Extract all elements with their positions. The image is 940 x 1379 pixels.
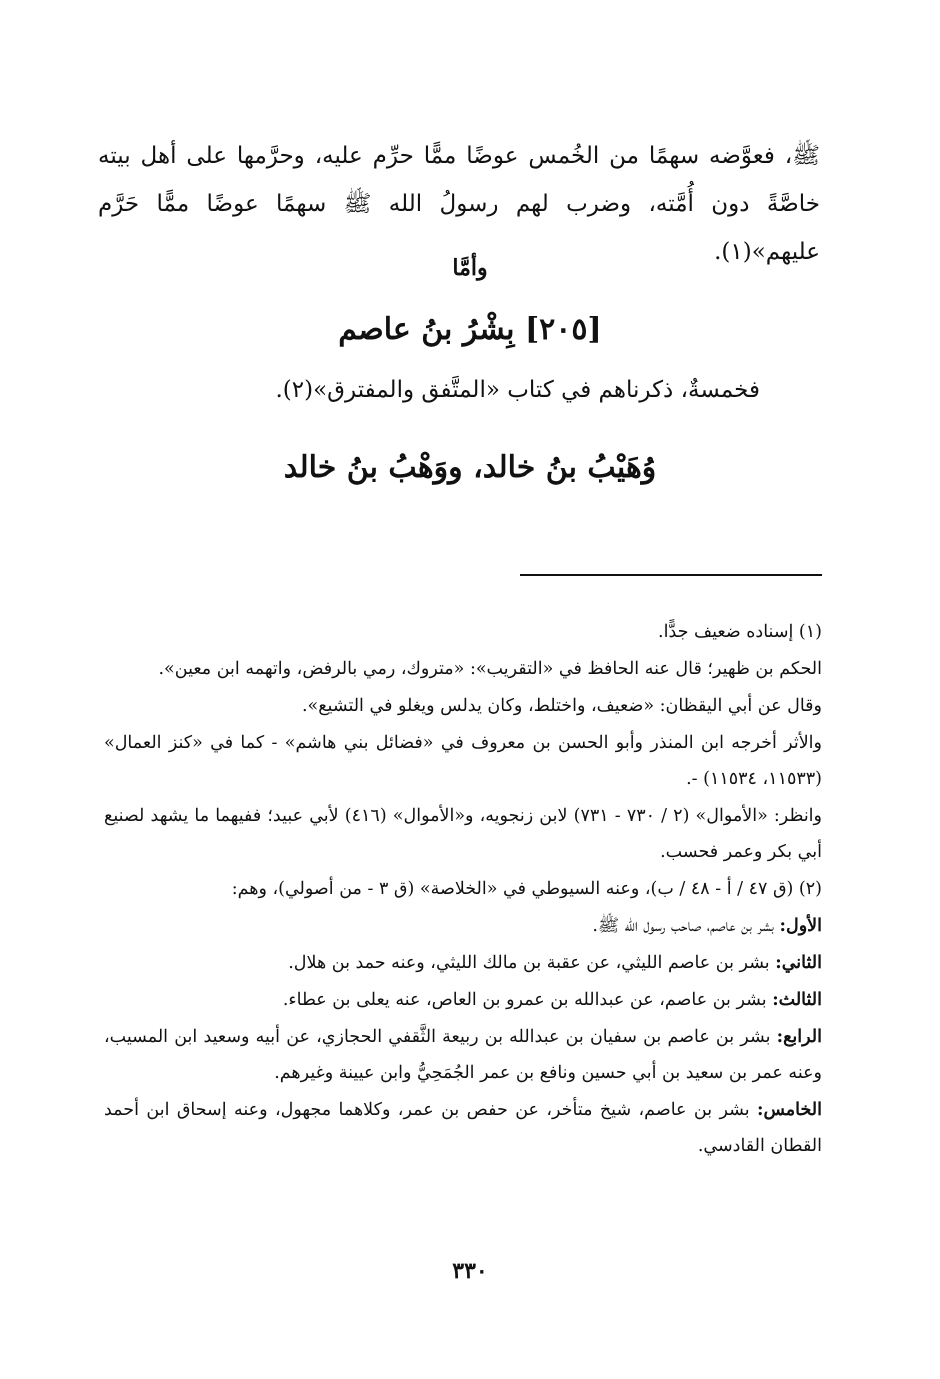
footnote-2-entry — [104, 1092, 822, 1164]
entry-intro: فخمسةٌ، ذكرناهم في كتاب «المتَّفق والمفترق»(٢). — [275, 377, 760, 403]
entry-text: بشر بن عاصم، عن عبدالله بن عمرو بن العاص، عنه يعلى بن عطاء. — [282, 990, 767, 1010]
footnotes — [104, 614, 822, 1165]
entry-heading-wuhaib: وُهَيْبُ بنُ خالد، ووَهْبُ بنُ خالد — [283, 450, 657, 485]
footnote-1-line: الحكم بن ظهير؛ قال عنه الحافظ في «التقريب»: «متروك، رمي بالرفض، واتهمه ابن معين». — [158, 659, 822, 679]
entry-text: بشر بن عاصم الليثي، عن عقبة بن مالك الليثي، وعنه حمد بن هلال. — [288, 953, 770, 973]
transition-word: وأمَّا — [452, 255, 488, 281]
entry-label: الأول: — [779, 916, 822, 936]
footnote-2-entry — [104, 1019, 822, 1091]
entry-label: الخامس: — [757, 1100, 822, 1120]
footnote-1-line: وقال عن أبي اليقظان: «ضعيف، واختلط، وكان يدلس ويغلو في التشيع». — [301, 696, 822, 716]
entry-text: بشر بن عاصم، شيخ متأخر، عن حفص بن عمر، وكلاهما مجهول، وعنه إسحاق ابن أحمد القطان القادسي. — [104, 1100, 822, 1156]
footnote-2-title: (٢) (ق ٤٧ / أ - ٤٨ / ب)، وعنه السيوطي في «الخلاصة» (ق ٣ - من أصولي)، وهم: — [231, 879, 822, 899]
footnote-2-entry — [104, 982, 822, 1018]
footnote-1-line: والأثر أخرجه ابن المنذر وأبو الحسن بن معروف في «فضائل بني هاشم» - كما في «كنز العمال» (١١٥٣٣، ١١٥٣٤) -. — [104, 733, 822, 789]
entry-text: بشر بن عاصم بن سفيان بن عبدالله بن ربيعة الثَّقفي الحجازي، عن أبيه وسعيد ابن المسيب، وعنه عمر بن سعيد بن أبي حسين ونافع بن عمر الجُمَحِيُّ وابن عيينة وغيرهم. — [104, 1027, 822, 1083]
footnote-1-title: (١) إسناده ضعيف جدًّا. — [658, 622, 822, 642]
footnote-1-line: وانظر: «الأموال» (٢ / ٧٣٠ - ٧٣١) لابن زنجويه، و«الأموال» (٤١٦) لأبي عبيد؛ ففيهما ما يشهد لصنيع أبي بكر وعمر فحسب. — [104, 806, 822, 862]
entry-label: الثالث: — [772, 990, 822, 1010]
entry-heading-bishr: [٢٠٥] بِشْرُ بنُ عاصم — [338, 312, 602, 347]
main-paragraph: ﷺ، فعوَّضه سهمًا من الخُمس عوضًا ممًّا حرِّم عليه، وحرَّمها على أهل بيته خاصَّةً دون أُمَّته، وضرب لهم رسولُ الله ﷺ سهمًا عوضًا ممًّا حَرَّم عليهم»(١). — [98, 143, 820, 265]
page-number: ٣٣٠ — [452, 1258, 488, 1284]
entry-label: الثاني: — [775, 953, 822, 973]
entry-label: الرابع: — [776, 1027, 822, 1047]
footnote-separator — [520, 574, 822, 576]
footnote-2-entry — [104, 908, 822, 944]
footnote-2-entry — [104, 945, 822, 981]
entry-text: بشر بن عاصم، صاحب رسول الله ﷺ. — [592, 916, 774, 936]
